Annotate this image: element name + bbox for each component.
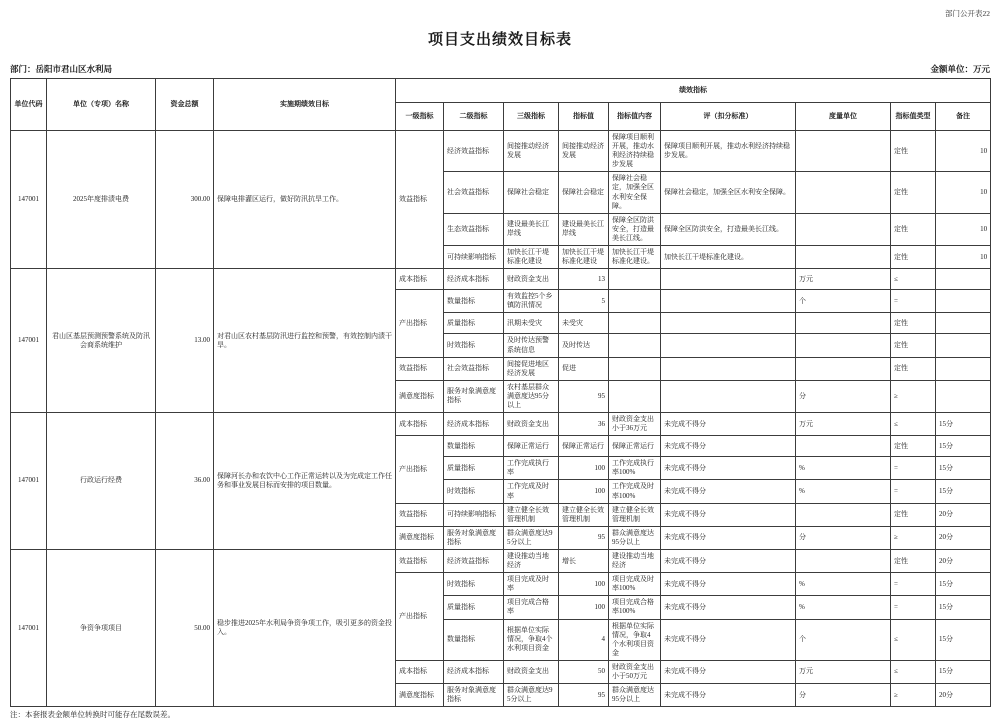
level1-indicator: 效益指标 [396,357,444,380]
measure-unit [796,436,891,457]
remark: 10 [936,172,991,213]
level1-indicator: 成本指标 [396,269,444,290]
measure-unit: % [796,480,891,503]
indicator-value: 36 [559,413,609,436]
remark: 15分 [936,596,991,619]
value-type: 定性 [891,313,936,334]
indicator-value-content: 项目完成及时率100% [609,573,661,596]
header-level2-indicator: 二级指标 [444,103,504,131]
header-measure-unit: 度量单位 [796,103,891,131]
total-fund: 300.00 [156,131,214,269]
unit-name: 君山区基层预测预警系统及防汛会商系统维护 [47,269,156,413]
level3-indicator: 间接推动经济发展 [504,131,559,172]
value-type: 定性 [891,436,936,457]
level3-indicator: 建设最美长江岸线 [504,213,559,245]
level3-indicator: 财政资金支出 [504,413,559,436]
meta-line [10,63,990,75]
remark [936,313,991,334]
value-type: ≤ [891,619,936,660]
indicator-value-content [609,313,661,334]
level1-indicator: 成本指标 [396,413,444,436]
indicator-value-content [609,380,661,412]
value-type: 定性 [891,334,936,357]
indicator-value: 加快长江干堤标准化建设 [559,246,609,269]
level2-indicator: 经济成本指标 [444,269,504,290]
measure-unit: 分 [796,380,891,412]
header-total-fund: 资金总额 [156,79,214,131]
indicator-value-content: 加快长江干堤标准化建设。 [609,246,661,269]
measure-unit: % [796,596,891,619]
level3-indicator: 保障正常运行 [504,436,559,457]
indicator-value-content: 建设推动当地经济 [609,550,661,573]
indicator-value-content: 保障社会稳定，加强全区水利安全保障。 [609,172,661,213]
measure-unit [796,131,891,172]
measure-unit [796,550,891,573]
indicator-value-content: 根据单位实际情况，争取4个水利项目资金 [609,619,661,660]
indicator-value-content: 保障正常运行 [609,436,661,457]
indicator-value: 100 [559,457,609,480]
indicator-value-content: 财政资金支出小于36万元 [609,413,661,436]
level1-indicator: 产出指标 [396,573,444,661]
scoring-standard: 未完成不得分 [661,436,796,457]
level2-indicator: 服务对象满意度指标 [444,380,504,412]
remark [936,334,991,357]
level1-indicator: 产出指标 [396,436,444,503]
indicator-value-content: 工作完成及时率100% [609,480,661,503]
header-remark: 备注 [936,103,991,131]
unit-name: 行政运行经费 [47,413,156,550]
measure-unit: 个 [796,290,891,313]
value-type: 定性 [891,550,936,573]
indicator-value-content: 群众满意度达95分以上 [609,526,661,549]
unit-code: 147001 [11,131,47,269]
unit-name: 2025年度排渍电费 [47,131,156,269]
indicator-value: 4 [559,619,609,660]
header-scoring-standard: 评（扣分标准） [661,103,796,131]
impl-goal: 保障电排灌区运行，做好防汛抗旱工作。 [214,131,396,269]
level2-indicator: 社会效益指标 [444,172,504,213]
amount-unit-label: 金额单位：万元 [930,64,990,74]
indicator-value: 95 [559,380,609,412]
level1-indicator: 满意度指标 [396,684,444,707]
corner-label: 部门公开表22 [945,9,990,18]
measure-unit [796,313,891,334]
measure-unit: 万元 [796,660,891,683]
level3-indicator: 建立健全长效管理机制 [504,503,559,526]
level2-indicator: 可持续影响指标 [444,246,504,269]
header-row-top [11,79,991,103]
remark: 20分 [936,526,991,549]
level3-indicator: 汛期未受灾 [504,313,559,334]
measure-unit [796,213,891,245]
scoring-standard: 未完成不得分 [661,503,796,526]
measure-unit: 个 [796,619,891,660]
scoring-standard [661,313,796,334]
level3-indicator: 有效监控5个乡镇防汛情况 [504,290,559,313]
remark [936,380,991,412]
level3-indicator: 工作完成执行率 [504,457,559,480]
level3-indicator: 项目完成合格率 [504,596,559,619]
level1-indicator: 成本指标 [396,660,444,683]
level2-indicator: 时效指标 [444,334,504,357]
header-unit-name: 单位（专项）名称 [47,79,156,131]
indicator-value-content: 项目完成合格率100% [609,596,661,619]
measure-unit [796,334,891,357]
total-fund: 13.00 [156,269,214,413]
header-unit-code: 单位代码 [11,79,47,131]
total-fund: 36.00 [156,413,214,550]
value-type: = [891,290,936,313]
level3-indicator: 工作完成及时率 [504,480,559,503]
value-type: 定性 [891,357,936,380]
value-type: ≥ [891,684,936,707]
level2-indicator: 数量指标 [444,619,504,660]
table-row [11,269,991,290]
table-header [11,79,991,131]
level2-indicator: 生态效益指标 [444,213,504,245]
level3-indicator: 建设推动当地经济 [504,550,559,573]
indicator-value-content: 建立健全长效管理机制 [609,503,661,526]
level3-indicator: 财政资金支出 [504,269,559,290]
level3-indicator: 群众满意度达95分以上 [504,684,559,707]
level2-indicator: 经济效益指标 [444,550,504,573]
measure-unit: 分 [796,526,891,549]
indicator-value: 95 [559,526,609,549]
scoring-standard: 未完成不得分 [661,480,796,503]
measure-unit: 万元 [796,269,891,290]
level2-indicator: 可持续影响指标 [444,503,504,526]
scoring-standard [661,290,796,313]
level3-indicator: 群众满意度达95分以上 [504,526,559,549]
level3-indicator: 间接促进地区经济发展 [504,357,559,380]
indicator-value-content: 保障项目顺利开展，推动水利经济持续稳步发展 [609,131,661,172]
scoring-standard [661,357,796,380]
indicator-value: 5 [559,290,609,313]
remark: 10 [936,213,991,245]
value-type: 定性 [891,246,936,269]
scoring-standard [661,334,796,357]
indicator-value: 促进 [559,357,609,380]
unit-code: 147001 [11,269,47,413]
table-row [11,413,991,436]
level2-indicator: 质量指标 [444,457,504,480]
value-type: ≤ [891,413,936,436]
indicator-value-content [609,357,661,380]
scoring-standard: 保障项目顺利开展，推动水利经济持续稳步发展。 [661,131,796,172]
scoring-standard: 未完成不得分 [661,573,796,596]
indicator-value-content [609,269,661,290]
remark: 15分 [936,660,991,683]
level1-indicator: 满意度指标 [396,526,444,549]
table-row [11,131,991,172]
level3-indicator: 农村基层群众满意度达95分以上 [504,380,559,412]
indicator-value: 建设最美长江岸线 [559,213,609,245]
remark [936,357,991,380]
scoring-standard: 未完成不得分 [661,619,796,660]
total-fund: 50.00 [156,550,214,707]
remark: 20分 [936,503,991,526]
remark: 15分 [936,436,991,457]
level1-indicator: 效益指标 [396,550,444,573]
indicator-value-content: 保障全区防洪安全，打造最美长江线。 [609,213,661,245]
value-type: ≤ [891,660,936,683]
value-type: 定性 [891,131,936,172]
value-type: 定性 [891,503,936,526]
scoring-standard: 保障全区防洪安全，打造最美长江线。 [661,213,796,245]
indicator-value-content: 财政资金支出小于50万元 [609,660,661,683]
level2-indicator: 经济成本指标 [444,660,504,683]
level2-indicator: 数量指标 [444,290,504,313]
level3-indicator: 财政资金支出 [504,660,559,683]
performance-target-table [10,78,991,707]
value-type: = [891,596,936,619]
table-body [11,131,991,707]
value-type: = [891,457,936,480]
indicator-value-content [609,334,661,357]
level2-indicator: 时效指标 [444,573,504,596]
measure-unit [796,503,891,526]
value-type: 定性 [891,213,936,245]
level2-indicator: 质量指标 [444,596,504,619]
header-impl-goal: 实施期绩效目标 [214,79,396,131]
header-level1-indicator: 一级指标 [396,103,444,131]
header-indicator-value-content: 指标值内容 [609,103,661,131]
indicator-value: 13 [559,269,609,290]
level1-indicator: 效益指标 [396,131,444,269]
value-type: = [891,480,936,503]
scoring-standard: 未完成不得分 [661,526,796,549]
level3-indicator: 加快长江干堤标准化建设 [504,246,559,269]
measure-unit: % [796,457,891,480]
indicator-value-content: 群众满意度达95分以上 [609,684,661,707]
indicator-value: 建立健全长效管理机制 [559,503,609,526]
level3-indicator: 项目完成及时率 [504,573,559,596]
value-type: ≤ [891,269,936,290]
level2-indicator: 经济成本指标 [444,413,504,436]
level3-indicator: 保障社会稳定 [504,172,559,213]
footer-note: 注：本套报表金额单位转换时可能存在尾数误差。 [10,710,175,720]
indicator-value: 保障社会稳定 [559,172,609,213]
remark: 15分 [936,619,991,660]
indicator-value-content [609,290,661,313]
remark: 15分 [936,480,991,503]
level2-indicator: 质量指标 [444,313,504,334]
impl-goal: 对君山区农村基层防汛进行监控和预警，有效控制内渍干旱。 [214,269,396,413]
department-label: 部门：岳阳市君山区水利局 [10,64,113,74]
measure-unit: 万元 [796,413,891,436]
measure-unit [796,172,891,213]
scoring-standard: 加快长江干堤标准化建设。 [661,246,796,269]
indicator-value: 增长 [559,550,609,573]
indicator-value: 未受灾 [559,313,609,334]
indicator-value: 保障正常运行 [559,436,609,457]
impl-goal: 保障河长办和农饮中心工作正常运转以及为完成定工作任务和事业发展目标而安排的项目数量。 [214,413,396,550]
indicator-value-content: 工作完成执行率100% [609,457,661,480]
header-indicator-value: 指标值 [559,103,609,131]
unit-code: 147001 [11,413,47,550]
remark: 10 [936,131,991,172]
level2-indicator: 数量指标 [444,436,504,457]
scoring-standard: 保障社会稳定，加强全区水利安全保障。 [661,172,796,213]
level2-indicator: 经济效益指标 [444,131,504,172]
level1-indicator: 产出指标 [396,290,444,357]
remark [936,290,991,313]
measure-unit [796,357,891,380]
indicator-value: 95 [559,684,609,707]
table-row [11,550,991,573]
header-level3-indicator: 三级指标 [504,103,559,131]
unit-name: 争资争项项目 [47,550,156,707]
remark [936,269,991,290]
remark: 15分 [936,413,991,436]
remark: 20分 [936,550,991,573]
unit-code: 147001 [11,550,47,707]
scoring-standard: 未完成不得分 [661,596,796,619]
value-type: ≥ [891,526,936,549]
header-perf-group: 绩效指标 [396,79,991,103]
level2-indicator: 时效指标 [444,480,504,503]
remark: 20分 [936,684,991,707]
value-type: ≥ [891,380,936,412]
indicator-value: 间接推动经济发展 [559,131,609,172]
scoring-standard: 未完成不得分 [661,684,796,707]
impl-goal: 稳步推进2025年水利局争资争项工作，吸引更多的资金投入。 [214,550,396,707]
measure-unit: % [796,573,891,596]
scoring-standard [661,269,796,290]
level3-indicator: 及时传达预警系统信息 [504,334,559,357]
level1-indicator: 效益指标 [396,503,444,526]
level2-indicator: 服务对象满意度指标 [444,526,504,549]
header-value-type: 指标值类型 [891,103,936,131]
measure-unit [796,246,891,269]
level3-indicator: 根据单位实际情况，争取4个水利项目资金 [504,619,559,660]
level2-indicator: 社会效益指标 [444,357,504,380]
level2-indicator: 服务对象满意度指标 [444,684,504,707]
scoring-standard [661,380,796,412]
measure-unit: 分 [796,684,891,707]
scoring-standard: 未完成不得分 [661,660,796,683]
remark: 10 [936,246,991,269]
remark: 15分 [936,457,991,480]
value-type: = [891,573,936,596]
value-type: 定性 [891,172,936,213]
indicator-value: 及时传达 [559,334,609,357]
remark: 15分 [936,573,991,596]
scoring-standard: 未完成不得分 [661,413,796,436]
page-title: 项目支出绩效目标表 [427,32,572,48]
indicator-value: 100 [559,596,609,619]
scoring-standard: 未完成不得分 [661,457,796,480]
indicator-value: 100 [559,480,609,503]
indicator-value: 100 [559,573,609,596]
level1-indicator: 满意度指标 [396,380,444,412]
scoring-standard: 未完成不得分 [661,550,796,573]
indicator-value: 50 [559,660,609,683]
